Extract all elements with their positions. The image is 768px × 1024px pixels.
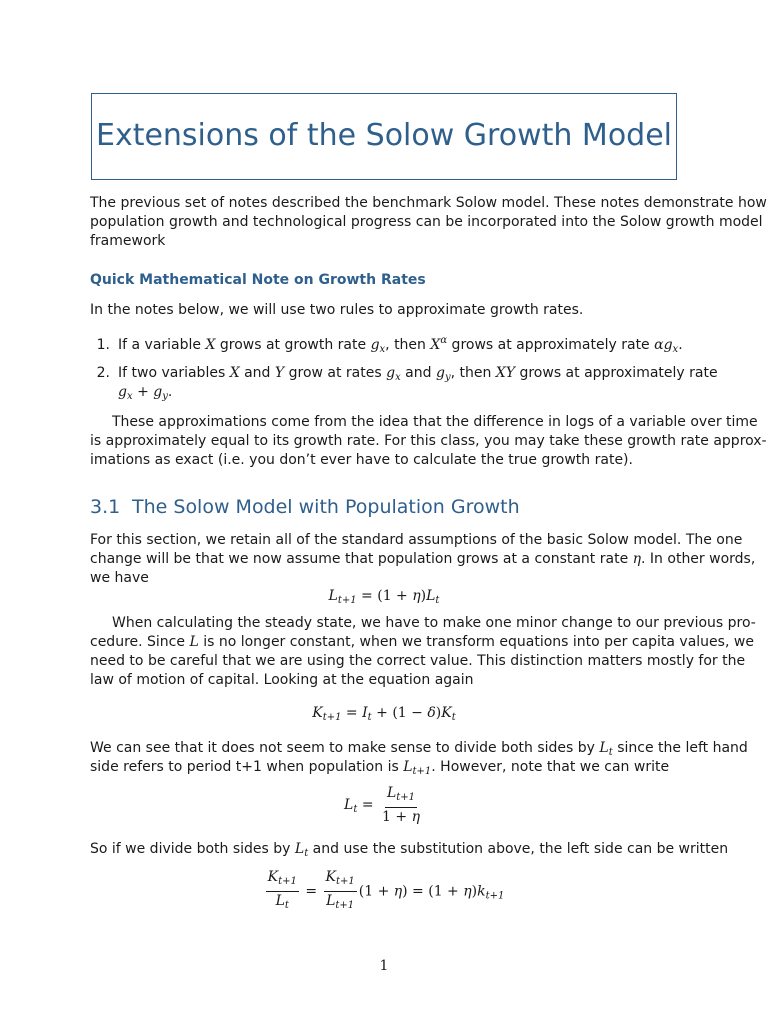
section-heading — [90, 496, 520, 518]
equation-labor-substitution: $L_t$ = $\frac{L_{t+1}}{1 + \eta}$ — [344, 785, 420, 825]
rule-1-number: 1. — [96, 337, 110, 353]
section-number: 3.1 — [90, 496, 121, 518]
rule-2-continued: $g_x + g_y$. — [118, 384, 173, 402]
subheading: Quick Mathematical Note on Growth Rates — [90, 272, 426, 288]
steady-line-2: cedure. Since L is no longer constant, when we transform equations into per capita values, we — [90, 634, 754, 650]
sec-line-2: change will be that we now assume that population grows at a constant rate η. In other words, — [90, 551, 756, 567]
section-title: The Solow Model with Population Growth — [132, 496, 520, 518]
steady-line-1: When calculating the steady state, we have to make one minor change to our previous pro- — [112, 615, 756, 631]
rule-1: 1. If a variable X grows at growth rate $g_x$, then $X^\alpha$ grows at approximately rate $\alpha g_x$. — [90, 331, 678, 359]
sec-line-1: For this section, we retain all of the standard assumptions of the basic Solow model. The one — [90, 532, 743, 548]
page-number: 1 — [379, 958, 389, 974]
page-title: Extensions of the Solow Growth Model — [95, 118, 673, 153]
steady-line-4: law of motion of capital. Looking at the equation again — [90, 672, 474, 688]
equation-per-capita: $\frac{K_{t+1}}{L_t}$ = $\frac{K_{t+1}}{L_{t+1}}$ $(1 + \eta) = (1 + \eta)k_{t+1}$ — [267, 869, 505, 911]
divide-line-2: side refers to period t+1 when population is $L_{t+1}$. However, note that we can write — [90, 759, 670, 777]
approx-line-2: is approximately equal to its growth rate. For this class, you may take these growth rate approx- — [90, 433, 767, 449]
equation-capital: $K_{t+1} = I_t + (1 - \delta)K_t$ — [312, 705, 456, 723]
equation-population: $L_{t+1} = (1 + \eta)L_t$ — [328, 588, 440, 606]
intro-line-3: framework — [90, 233, 166, 249]
intro-line-1: The previous set of notes described the benchmark Solow model. These notes demonstrate how — [90, 195, 767, 211]
divide-line-1: We can see that it does not seem to make sense to divide both sides by $L_t$ since the left hand — [90, 740, 748, 758]
subst-line: So if we divide both sides by $L_t$ and use the substitution above, the left side can be written — [90, 841, 729, 859]
rule-2: 2. If two variables X and Y grow at rates $g_x$ and $g_y$, then XY grows at approximately rate — [90, 364, 678, 387]
note-intro: In the notes below, we will use two rules to approximate growth rates. — [90, 302, 584, 318]
intro-line-2: population growth and technological progress can be incorporated into the Solow growth model — [90, 214, 763, 230]
approx-line-3: imations as exact (i.e. you don’t ever have to calculate the true growth rate). — [90, 452, 633, 468]
sec-line-3: we have — [90, 570, 149, 586]
steady-line-3: need to be careful that we are using the correct value. This distinction matters mostly for the — [90, 653, 746, 669]
rule-2-number: 2. — [96, 365, 110, 381]
approx-line-1: These approximations come from the idea that the difference in logs of a variable over time — [112, 414, 758, 430]
